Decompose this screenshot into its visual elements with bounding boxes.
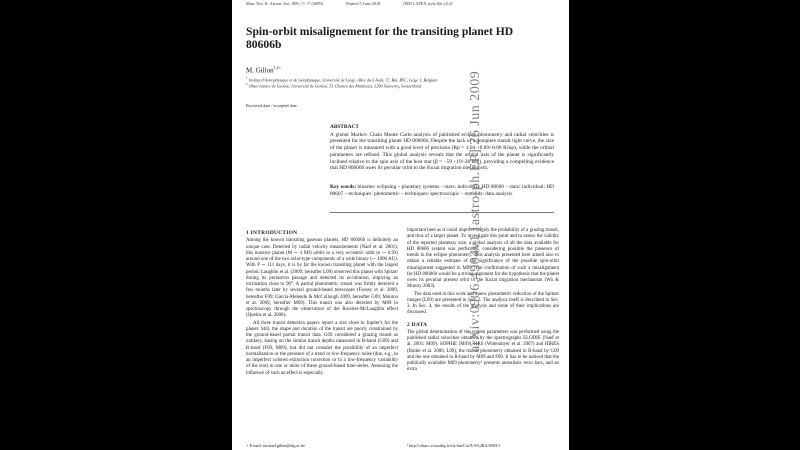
paper-title: Spin-orbit misalignement for the transiting planet HD 80606b: [246, 25, 514, 51]
paper-page: [232, 0, 569, 450]
received-line: Received date / accepted date: [246, 103, 297, 108]
author-line: [246, 65, 281, 74]
keywords-label: Key words:: [330, 184, 357, 190]
keywords: [330, 184, 554, 197]
abstract: [330, 124, 554, 172]
printed-date: Printed 5 June 2018: [346, 1, 381, 6]
section-heading-introduction: 1 INTRODUCTION: [246, 230, 298, 236]
data-paragraph-1: The global determination of the system parameters was performed using the published radial velocities obtained by the spectrographs ELODIE (Naef et al. 2001; M09), SOPHIE (M09), HRS (Wittenmyer et al. 2007) and HIRES (Butler et al. 2006, L09), the transit photometry obtained in B-band by G09 and the one obtained in R-band by M09 and F09. It has to be noticed that the publically available M09 photometry¹ presents unrealistic error bars, and an extra: [407, 329, 559, 373]
abstract-rule: [330, 212, 554, 213]
keywords-text: binaries: eclipsing – planetary systems – stars: individual: HD 80606 – stars: individual: HD 80607 – techniques: photometric – techniques: spectroscopic – methods: data analysis: [330, 184, 555, 197]
left-column: [246, 228, 398, 378]
running-head: [246, 1, 474, 6]
intro-paragraph-4: The data used in this work and a new photometric reduction of the Spitzer images (L09) are presented in Sec. 2. The analysis itself is described in Sec. 3. In Sec. 4, the results of the analysis and some of their implications are discussed.: [407, 291, 559, 316]
intro-paragraph-3: important here as it could improve largely the probability of a grazing transit, and thus of a larger planet. To investigate this point and to assess the validity of the reported planetary size, a global analysis of all the data available for HD 80606 system was performed, considering possible the presence of trends in the eclipse photometry. This analysis presented here aimed also to obtain a reliable estimate of the significance of the possible spin-orbit misalignment suggested in M09. The confirmation of such a misalignment for HD 80606b would be a strong argument for the hypothesis that the planet owes its peculiar present orbit to the Kozai migration mechanism (Wu & Murray 2003).: [407, 228, 559, 290]
intro-paragraph-1: Among the known transiting gaseous planets, HD 80606b is definitely an unique case. Detected by radial velocity measurements (Naef et al. 2001), this massive planet (M ∼ 4 MJ) orbits in a very eccentric orbit (e ∼ 0.93) around one of the two solar-type components of a wide binary (∼ 1000 AU). With P ∼ 111 days, it is by far the known transiting planet with the largest period. Laughlin et al. (2009; hereafter L09) observed this planet with Spitzer during its periastron passage and detected its occultation, implying an inclination close to 90°. A partial photometric transit was firmly detected a few months later by several ground-based telescopes (Fossey et al. 2009, hereafter F09; Garcia-Melendo & McCullough 2009, hereafter G09; Moutou et al. 2009, hereafter M09). This transit was also detected by M09 in spectroscopy through the observation of the Rossiter-McLaughlin effect (Queloz et al. 2000).: [246, 238, 398, 319]
section-heading-data: 2 DATA: [407, 321, 428, 328]
affiliation-1: $^1$ Institut d'Astrophysique et de Géophysique, Université de Liège, Allée du 6 Août, 17, Bat. B5C, Liège 1, Belgium: [246, 76, 438, 83]
arxiv-stamp: arXiv:0906.4904v1 [astro-ph.EP] 26 Jun 2009: [468, 70, 483, 352]
author-sup: 1,2⋆: [273, 65, 282, 70]
abstract-text: A global Markov Chain Monte Carlo analysis of published eclipse photometry and radial velocities is presented for the transiting planet HD 80606b. Despite the lack of a complete transit light curve, the size of the planet is measured with a good level of precision (Rp = 1.04 +0.09/-0.08 RJup), while the orbital parameters are refined. This global analysis reveals that the orbital axis of the planet is significantly inclined relative to the spin axis of the host star (β = −59 +19/-26 deg), providing a compelling evidence that HD 80606b owes its peculiar orbit to the Kozai migration mechanism.: [330, 131, 554, 172]
intro-paragraph-2: All three transit detection papers report a size close to Jupiter's for the planet. Still, the shape and duration of the transit are poorly constrained by the ground-based partial transit data. G09 considered a grazing transit as unlikely, basing on the similar transit depths measured in B-band (G09) and R-band (F09, M09), but did not consider the possibility of an imperfect normalization or the presence of a trend or low-frequency noise (due, e.g., to an imperfect colored extinction correction or to a low-frequency variability of the star) in one or more of these ground-based time-series. Assessing the influence of such an effect is especially: [246, 320, 398, 376]
style-note: (MN LATEX style file v2.2): [403, 1, 453, 6]
affiliation-2: $^2$ Observatoire de Genève, Université de Genève, 51 Chemin des Maillettes, 1290 Sauverny, Switzerland: [246, 82, 421, 89]
footnote-url: ¹ http://cdsarc.u-strasbg.fr/viz-bin/Cat?J/A%2BA/498/L5: [407, 443, 501, 448]
author-name: M. Gillon: [246, 66, 274, 75]
journal-ref: Mon. Not. R. Astron. Soc. 000, ??–?? (2009): [246, 1, 323, 6]
abstract-heading: ABSTRACT: [330, 124, 359, 130]
footnote-email: ⋆ E-mail: michael.gillon@ulg.ac.be: [246, 443, 305, 448]
